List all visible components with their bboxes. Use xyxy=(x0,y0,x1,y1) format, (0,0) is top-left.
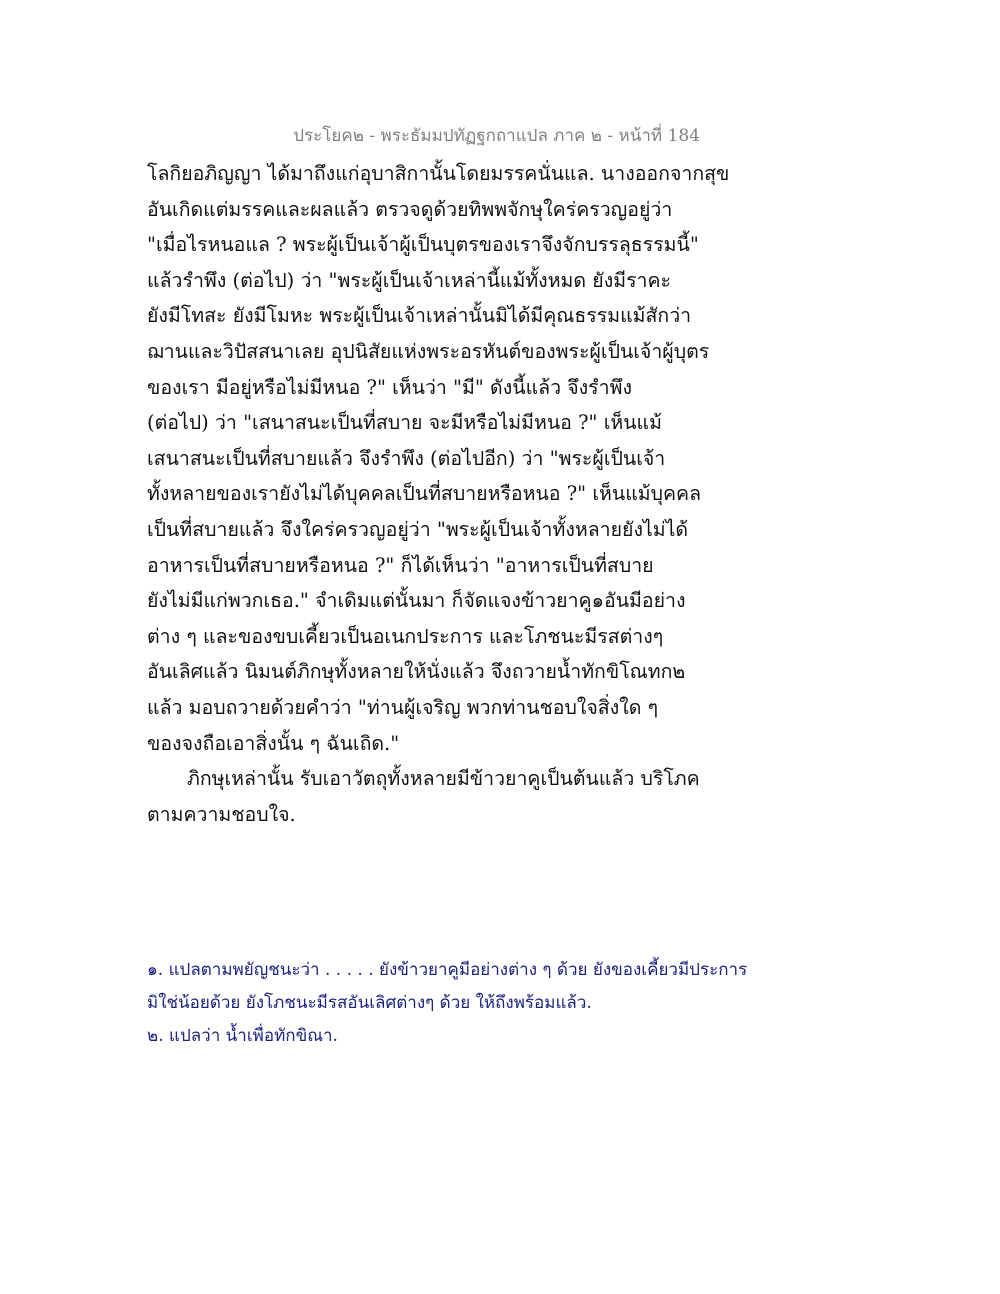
text-line: ของเรา มีอยู่หรือไม่มีหนอ ?" เห็นว่า "มี" ดังนี้แล้ว จึงรำพึง xyxy=(147,375,632,399)
footnote-2: ๒. แปลว่า น้ำเพื่อทักขิณา. xyxy=(147,1026,338,1046)
text-line: (ต่อไป) ว่า "เสนาสนะเป็นที่สบาย จะมีหรือไม่มีหนอ ?" เห็นแม้ xyxy=(147,411,662,435)
page-header: ประโยค๒ - พระธัมมปทัฏฐกถาแปล ภาค ๒ - หน้าที่ 184 xyxy=(293,126,700,146)
paragraph-start-line: ภิกษุเหล่านั้น รับเอาวัตถุทั้งหลายมีข้าวยาคูเป็นต้นแล้ว บริโภค xyxy=(187,767,700,791)
text-line: เป็นที่สบายแล้ว จึงใคร่ครวญอยู่ว่า "พระผู้เป็นเจ้าทั้งหลายยังไม่ได้ xyxy=(147,517,689,541)
text-line: เสนาสนะเป็นที่สบายแล้ว จึงรำพึง (ต่อไปอีก) ว่า "พระผู้เป็นเจ้า xyxy=(147,446,666,470)
text-line: แล้วรำพึง (ต่อไป) ว่า "พระผู้เป็นเจ้าเหล่านี้แม้ทั้งหมด ยังมีราคะ xyxy=(147,268,672,292)
footnotes xyxy=(147,954,747,1053)
footnote-1-continued: มิใช่น้อยด้วย ยังโภชนะมีรสอันเลิศต่างๆ ด้วย ให้ถึงพร้อมแล้ว. xyxy=(147,993,592,1013)
text-line: ยังมีโทสะ ยังมีโมหะ พระผู้เป็นเจ้าเหล่านั้นมิได้มีคุณธรรมแม้สักว่า xyxy=(147,304,692,328)
text-line: ตามความชอบใจ. xyxy=(147,802,296,826)
footnote-1: ๑. แปลตามพยัญชนะว่า . . . . . ยังข้าวยาคูมีอย่างต่าง ๆ ด้วย ยังของเคี้ยวมีประการ xyxy=(147,960,748,980)
text-line: อันเกิดแต่มรรคและผลแล้ว ตรวจดูด้วยทิพพจักษุใคร่ครวญอยู่ว่า xyxy=(147,197,673,221)
main-text xyxy=(147,156,737,832)
text-line: "เมื่อไรหนอแล ? พระผู้เป็นเจ้าผู้เป็นบุตรของเราจึงจักบรรลุธรรมนี้" xyxy=(147,233,699,257)
text-line: ยังไม่มีแก่พวกเธอ." จำเดิมแต่นั้นมา ก็จัดแจงข้าวยาคู๑อันมีอย่าง xyxy=(147,589,686,613)
text-line: ต่าง ๆ และของขบเคี้ยวเป็นอเนกประการ และโภชนะมีรสต่างๆ xyxy=(147,624,664,648)
text-line: ฌานและวิปัสสนาเลย อุปนิสัยแห่งพระอรหันต์ของพระผู้เป็นเจ้าผู้บุตร xyxy=(147,339,710,363)
text-line: แล้ว มอบถวายด้วยคำว่า "ท่านผู้เจริญ พวกท่านชอบใจสิ่งใด ๆ xyxy=(147,695,659,719)
text-line: ของจงถือเอาสิ่งนั้น ๆ ฉันเถิด." xyxy=(147,731,400,755)
text-line: โลกิยอภิญญา ได้มาถึงแก่อุบาสิกานั้นโดยมรรคนั่นแล. นางออกจากสุข xyxy=(147,162,730,185)
text-line: ทั้งหลายของเรายังไม่ได้บุคคลเป็นที่สบายหรือหนอ ?" เห็นแม้บุคคล xyxy=(147,482,702,506)
text-line: อาหารเป็นที่สบายหรือหนอ ?" ก็ได้เห็นว่า "อาหารเป็นที่สบาย xyxy=(147,553,654,577)
text-line: อันเลิศแล้ว นิมนต์ภิกษุทั้งหลายให้นั่งแล้ว จึงถวายน้ำทักขิโณทก๒ xyxy=(147,660,686,684)
